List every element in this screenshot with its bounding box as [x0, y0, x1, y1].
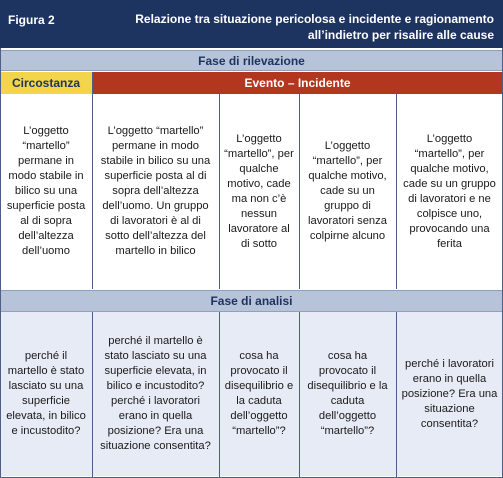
- analisi-text-2: perché il martello è stato lasciato su una superficie elevata, in bilico e incustodito? perché i lavoratori erano in quella posizione? Era una situazione consentita?: [100, 335, 211, 452]
- section-analisi-header: Fase di analisi: [0, 290, 503, 312]
- column-divider-1: [92, 72, 93, 289]
- column-divider-3: [299, 94, 300, 289]
- rilevazione-text-2: L’oggetto “martello” permane in modo stabile in bilico su una superficie posta al di sopra dell’altezza dell’uomo. Un gruppo di lavoratori è al di sotto dell’altezza del martello in bilico: [100, 125, 211, 257]
- column-divider-5: [92, 312, 93, 478]
- column-divider-7: [299, 312, 300, 478]
- analisi-cell-3: [219, 312, 299, 476]
- analisi-text-1: perché il martello è stato lasciato su una superficie elevata, in bilico e incustodito?: [6, 350, 86, 437]
- analisi-cell-1: [0, 312, 92, 476]
- column-divider-2: [219, 94, 220, 289]
- table-border-left: [0, 48, 1, 478]
- rilevazione-text-5: L’oggetto “martello”, per qualche motivo, cade su un gruppo di lavoratori e ne colpisce uno, provocando una ferita: [403, 132, 496, 250]
- figure-title: Relazione tra situazione pericolosa e incidente e ragionamento all’indietro per risalire alle cause: [135, 12, 494, 42]
- rilevazione-text-4: L’oggetto “martello”, per qualche motivo, cade su un gruppo di lavoratori senza colpirne alcuno: [308, 140, 387, 242]
- analisi-cell-4: [299, 312, 396, 476]
- section-rilevazione-header: Fase di rilevazione: [0, 50, 503, 71]
- figure-header: [0, 0, 503, 48]
- rilevazione-cell-4: [299, 94, 396, 289]
- rilevazione-cell-2: [92, 94, 219, 289]
- figure-label: Figura 2: [8, 13, 55, 27]
- rilevazione-cell-1: [0, 94, 92, 289]
- column-divider-4: [396, 94, 397, 289]
- rilevazione-cell-5: [396, 94, 503, 289]
- analisi-text-4: cosa ha provocato il disequilibrio e la caduta dell’oggetto “martello”?: [307, 350, 388, 437]
- rilevazione-text-3: L’oggetto “martello”, per qualche motivo, cade ma non c’è nessun lavoratore al di sotto: [224, 132, 294, 250]
- analisi-text-5: perché i lavoratori erano in quella posizione? Era una situazione consentita?: [401, 357, 498, 430]
- analisi-text-3: cosa ha provocato il disequilibrio e la caduta dell’oggetto “martello”?: [224, 350, 294, 437]
- rilevazione-text-1: L’oggetto “martello” permane in modo stabile in bilico su una superficie posta al di sopra dell’altezza dell’uomo: [6, 125, 86, 257]
- rilevazione-cell-3: [219, 94, 299, 289]
- subheader-circostanza: Circostanza: [0, 72, 92, 94]
- column-divider-6: [219, 312, 220, 478]
- analisi-cell-5: [396, 312, 503, 476]
- analisi-cell-2: [92, 312, 219, 476]
- subheader-evento-incidente: Evento – Incidente: [92, 72, 503, 94]
- column-divider-8: [396, 312, 397, 478]
